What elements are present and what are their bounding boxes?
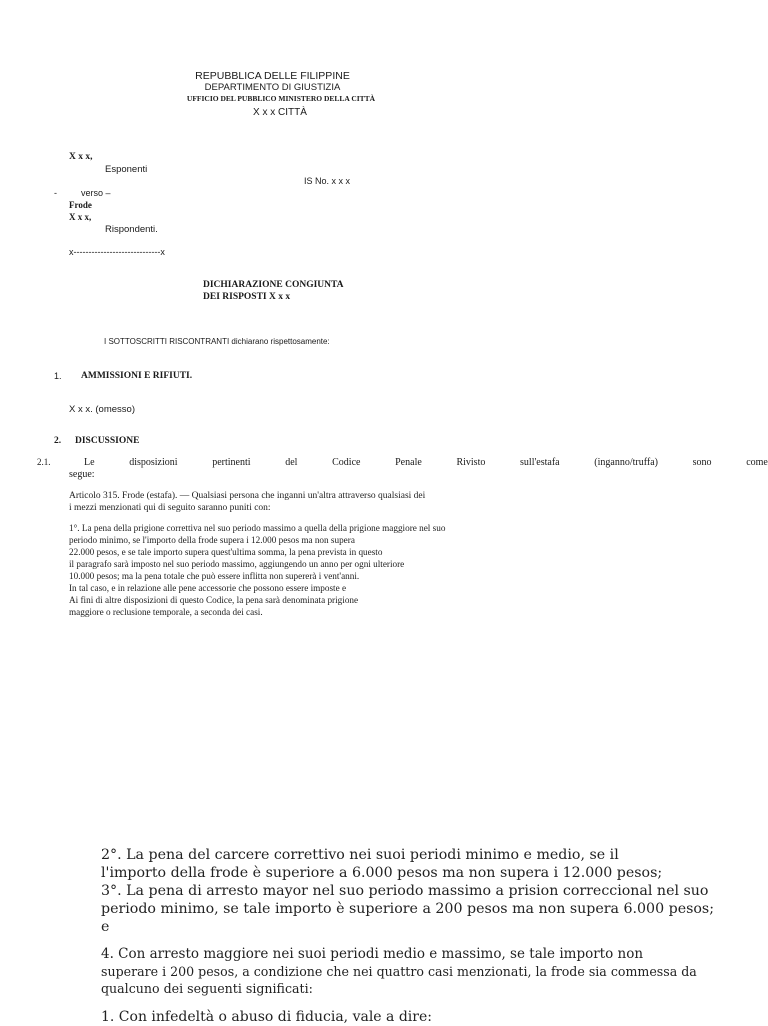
case-number: IS No. x x x — [304, 176, 351, 186]
versus-label: verso – — [81, 188, 111, 198]
para-2-1-word: sono — [692, 457, 712, 468]
para-2-1-word: sull'estafa — [520, 457, 560, 468]
header-department: DEPARTIMENTO DI GIUSTIZIA — [204, 82, 341, 93]
clause-1-line: In tal caso, e in relazione alle pene accessorie che possono essere imposte e — [69, 583, 347, 593]
clause-4-line: superare i 200 pesos, a condizione che nei quattro casi menzionati, la frode sia commessa da — [101, 964, 697, 979]
para-2-1-word: Codice — [332, 457, 361, 468]
respondent-name: X x x, — [69, 212, 92, 222]
clause-1-line: 10.000 pesos; ma la pena totale che può essere inflitta non supererà i vent'anni. — [69, 571, 360, 581]
para-2-1-word: Le — [84, 457, 95, 468]
clause-2-3-line: e — [101, 919, 110, 935]
clause-4 — [101, 946, 697, 997]
clause-1-line: il paragrafo sarà imposto nel suo periodo massimo, aggiungendo un anno per ogni ulteriore — [69, 559, 405, 569]
clause-1-line: maggiore o reclusione temporale, a seconda dei casi. — [69, 607, 263, 617]
para-2-1-word: Rivisto — [456, 457, 486, 468]
caption-separator: x-----------------------------x — [69, 247, 165, 257]
intro-text: I SOTTOSCRITTI RISCONTRANTI dichiarano rispettosamente: — [104, 337, 330, 346]
article-315-line: Articolo 315. Frode (estafa). — Qualsiasi persona che inganni un'altra attraverso qualsiasi dei — [69, 491, 426, 501]
clause-1-line: 22.000 pesos, e se tale importo supera quest'ultima somma, la pena prevista in questo — [69, 547, 383, 557]
offense-label: Frode — [69, 200, 92, 210]
para-2-1-line — [84, 457, 768, 468]
para-2-1-continuation: segue: — [69, 469, 95, 480]
respondent-role: Rispondenti. — [105, 224, 158, 235]
para-2-1-word: pertinenti — [212, 457, 251, 468]
section-1-body: X x x. (omesso) — [69, 404, 135, 415]
header-city: X x x CITTÀ — [253, 107, 307, 118]
title-line-1: DICHIARAZIONE CONGIUNTA — [203, 280, 344, 290]
clause-1-line: Ai fini di altre disposizioni di questo Codice, la pena sarà denominata prigione — [69, 595, 359, 605]
para-2-1-word: Penale — [395, 457, 422, 468]
versus-dash: - — [54, 188, 57, 198]
clause-2-3-line: l'importo della frode è superiore a 6.000 pesos ma non supera i 12.000 pesos; — [101, 865, 663, 881]
section-2-number: 2. — [54, 436, 62, 446]
header-office: UFFICIO DEL PUBBLICO MINISTERO DELLA CITTÀ — [186, 94, 376, 103]
clause-4-line: qualcuno dei seguenti significati: — [101, 981, 313, 996]
complainant-role: Esponenti — [105, 164, 148, 175]
section-2-heading: DISCUSSIONE — [75, 436, 140, 446]
complainant-name: X x x, — [69, 152, 93, 162]
section-1-number: 1. — [54, 371, 62, 381]
para-2-1-word: del — [285, 457, 298, 468]
clause-1-line: periodo minimo, se l'importo della frode supera i 12.000 pesos ma non supera — [69, 535, 355, 545]
section-1-heading: AMMISSIONI E RIFIUTI. — [81, 371, 193, 381]
header-republic: REPUBBLICA DELLE FILIPPINE — [195, 70, 350, 82]
para-2-1-word: (inganno/truffa) — [594, 457, 658, 468]
clause-2-3-line: 3°. La pena di arresto mayor nel suo periodo massimo a prision correccional nel suo — [101, 883, 709, 899]
para-2-1-word: disposizioni — [129, 457, 178, 468]
title-line-2: DEI RISPOSTI X x x — [203, 292, 291, 302]
clause-infidelity-line: 1. Con infedeltà o abuso di fiducia, vale a dire: — [101, 1009, 432, 1025]
article-315 — [69, 490, 425, 514]
clause-2-3-line: 2°. La pena del carcere correttivo nei suoi periodi minimo e medio, se il — [101, 847, 619, 863]
clause-1-line: 1°. La pena della prigione correttiva nel suo periodo massimo a quella della prigione maggiore nel suo — [69, 523, 446, 533]
article-315-line: i mezzi menzionati qui di seguito saranno puniti con: — [69, 503, 271, 513]
para-2-1-number: 2.1. — [37, 457, 51, 467]
clause-2-3-line: periodo minimo, se tale importo è superiore a 200 pesos ma non supera 6.000 pesos; — [101, 901, 714, 917]
clause-1 — [69, 522, 445, 618]
clause-4-line: 4. Con arresto maggiore nei suoi periodi medio e massimo, se tale importo non — [101, 946, 644, 962]
para-2-1-word: come — [746, 457, 768, 468]
clause-infidelity — [101, 1008, 432, 1026]
clauses-2-3 — [101, 846, 714, 936]
